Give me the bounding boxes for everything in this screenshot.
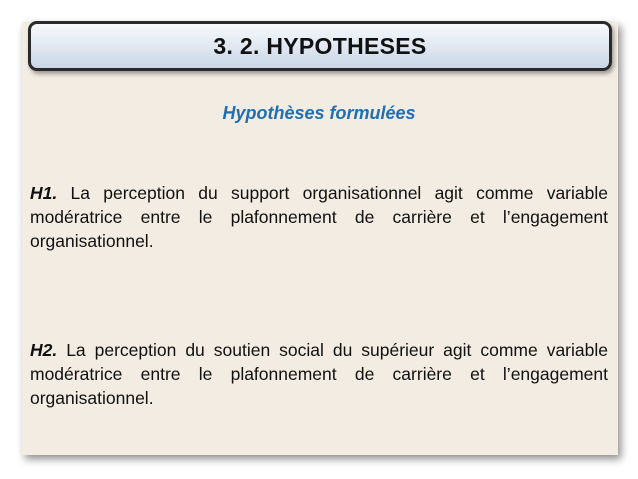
slide-title: 3. 2. HYPOTHESES bbox=[213, 33, 427, 59]
hypothesis-h2-label: H2. bbox=[30, 340, 58, 360]
hypothesis-h1 bbox=[30, 181, 608, 253]
hypothesis-h2-text: La perception du soutien social du supérieur agit comme variable modératrice entre le plafonnement de carrière et l’engagement organisationnel. bbox=[30, 340, 608, 408]
hypothesis-h1-label: H1. bbox=[30, 183, 58, 203]
hypothesis-h2 bbox=[30, 338, 608, 410]
title-banner bbox=[28, 21, 612, 71]
hypothesis-h1-text: La perception du support organisationnel agit comme variable modératrice entre le plafonnement de carrière et l’engagement organisationnel. bbox=[30, 183, 608, 251]
section-subtitle: Hypothèses formulées bbox=[222, 103, 416, 123]
